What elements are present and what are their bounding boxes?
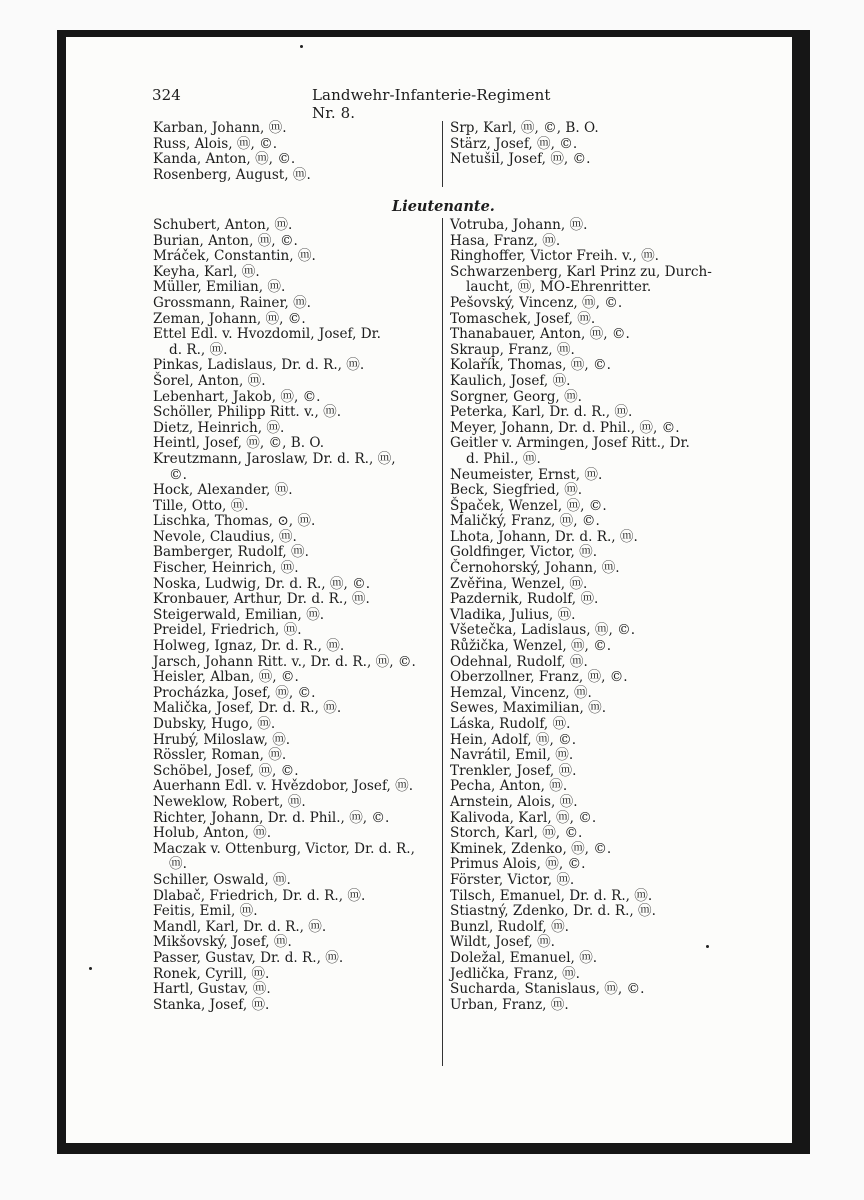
- top-column-divider: [442, 121, 443, 187]
- roster-entry: Thanabauer, Anton, ⓜ, ©.: [450, 326, 630, 343]
- roster-entry: Noska, Ludwig, Dr. d. R., ⓜ, ©.: [153, 575, 371, 592]
- roster-entry: Jarsch, Johann Ritt. v., Dr. d. R., ⓜ, ©.: [153, 653, 416, 670]
- scan-speck: [89, 967, 92, 970]
- roster-entry: Hartl, Gustav, ⓜ.: [153, 981, 271, 998]
- roster-entry: Holub, Anton, ⓜ.: [153, 825, 272, 842]
- roster-entry: Bunzl, Rudolf, ⓜ.: [450, 918, 569, 935]
- roster-entry: Holweg, Ignaz, Dr. d. R., ⓜ.: [153, 638, 345, 655]
- roster-entry: Tilsch, Emanuel, Dr. d. R., ⓜ.: [450, 887, 653, 904]
- roster-entry: Primus Alois, ⓜ, ©.: [450, 856, 586, 873]
- roster-entry: Doležal, Emanuel, ⓜ.: [450, 949, 598, 966]
- roster-entry: Nevole, Claudius, ⓜ.: [153, 528, 297, 545]
- roster-entry: Hemzal, Vincenz, ⓜ.: [450, 684, 592, 701]
- roster-entry: Ronek, Cyrill, ⓜ.: [153, 965, 270, 982]
- roster-entry: Ettel Edl. v. Hvozdomil, Josef, Dr.: [153, 326, 381, 343]
- roster-entry: Hein, Adolf, ⓜ, ©.: [450, 731, 577, 748]
- roster-entry: Stiastný, Zdenko, Dr. d. R., ⓜ.: [450, 903, 656, 920]
- roster-entry: ⓜ.: [169, 856, 187, 873]
- top-list-right: [450, 121, 599, 168]
- roster-entry: Rössler, Roman, ⓜ.: [153, 747, 287, 764]
- roster-entry: Geitler v. Armingen, Josef Ritt., Dr.: [450, 435, 690, 452]
- lieutenants-list-right: [450, 218, 712, 1013]
- roster-entry: Richter, Johann, Dr. d. Phil., ⓜ, ©.: [153, 809, 390, 826]
- roster-entry: Urban, Franz, ⓜ.: [450, 996, 569, 1013]
- roster-entry: Beck, Siegfried, ⓜ.: [450, 482, 583, 499]
- roster-entry: Stanka, Josef, ⓜ.: [153, 996, 270, 1013]
- roster-entry: Schubert, Anton, ⓜ.: [153, 217, 293, 233]
- roster-entry: Heisler, Alban, ⓜ, ©.: [153, 669, 299, 686]
- page-header: [152, 86, 572, 122]
- roster-entry: Votruba, Johann, ⓜ.: [450, 217, 588, 233]
- roster-entry: Oberzollner, Franz, ⓜ, ©.: [450, 669, 628, 686]
- roster-entry: Tille, Otto, ⓜ.: [153, 497, 249, 514]
- roster-entry: Sorgner, Georg, ⓜ.: [450, 388, 582, 405]
- roster-entry: Preidel, Friedrich, ⓜ.: [153, 622, 302, 639]
- roster-entry: Peterka, Karl, Dr. d. R., ⓜ.: [450, 404, 633, 421]
- roster-entry: Ringhoffer, Victor Freih. v., ⓜ.: [450, 248, 659, 265]
- roster-entry: Jedlička, Franz, ⓜ.: [450, 965, 580, 982]
- roster-entry: Keyha, Karl, ⓜ.: [153, 263, 260, 280]
- roster-entry: Storch, Karl, ⓜ, ©.: [450, 825, 583, 842]
- roster-entry: Sewes, Maximilian, ⓜ.: [450, 700, 607, 717]
- roster-entry: Pešovský, Vincenz, ⓜ, ©.: [450, 294, 623, 311]
- roster-entry: Malička, Josef, Dr. d. R., ⓜ.: [153, 700, 342, 717]
- roster-entry: Hasa, Franz, ⓜ.: [450, 232, 561, 249]
- roster-entry: Pinkas, Ladislaus, Dr. d. R., ⓜ.: [153, 357, 365, 374]
- roster-entry: Dietz, Heinrich, ⓜ.: [153, 419, 285, 436]
- roster-entry: Pazdernik, Rudolf, ⓜ.: [450, 591, 599, 608]
- roster-entry: Kreutzmann, Jaroslaw, Dr. d. R., ⓜ,: [153, 450, 396, 467]
- roster-entry: Pecha, Anton, ⓜ.: [450, 778, 568, 795]
- roster-entry: Arnstein, Alois, ⓜ.: [450, 793, 578, 810]
- roster-entry: Mikšovský, Josef, ⓜ.: [153, 934, 292, 951]
- roster-entry: Navrátil, Emil, ⓜ.: [450, 747, 574, 764]
- roster-entry: ©.: [169, 466, 187, 483]
- roster-entry: Skraup, Franz, ⓜ.: [450, 341, 575, 358]
- roster-entry: Mráček, Constantin, ⓜ.: [153, 248, 316, 265]
- roster-entry: Láska, Rudolf, ⓜ.: [450, 716, 571, 732]
- roster-entry: Auerhann Edl. v. Hvězdobor, Josef, ⓜ.: [153, 778, 414, 795]
- roster-entry: Maličký, Franz, ⓜ, ©.: [450, 513, 600, 530]
- roster-entry: Tomaschek, Josef, ⓜ.: [450, 310, 596, 327]
- roster-entry: Kaulich, Josef, ⓜ.: [450, 372, 571, 389]
- roster-entry: Odehnal, Rudolf, ⓜ.: [450, 653, 588, 670]
- roster-entry: Kalivoda, Karl, ⓜ, ©.: [450, 809, 597, 826]
- roster-entry: Bamberger, Rudolf, ⓜ.: [153, 544, 309, 561]
- roster-entry: Wildt, Josef, ⓜ.: [450, 934, 555, 951]
- roster-entry: Müller, Emilian, ⓜ.: [153, 279, 286, 296]
- roster-entry: Trenkler, Josef, ⓜ.: [450, 762, 577, 779]
- roster-entry: Lebenhart, Jakob, ⓜ, ©.: [153, 388, 321, 405]
- scan-speck: [706, 945, 709, 948]
- roster-entry: Kolařík, Thomas, ⓜ, ©.: [450, 357, 611, 374]
- roster-entry: Dlabač, Friedrich, Dr. d. R., ⓜ.: [153, 887, 366, 904]
- roster-entry: Fischer, Heinrich, ⓜ.: [153, 560, 299, 577]
- roster-entry: Feitis, Emil, ⓜ.: [153, 903, 258, 920]
- roster-entry: Šorel, Anton, ⓜ.: [153, 372, 266, 389]
- roster-entry: Maczak v. Ottenburg, Victor, Dr. d. R.,: [153, 840, 415, 857]
- roster-entry: Hrubý, Miloslaw, ⓜ.: [153, 731, 291, 748]
- roster-entry: Kronbauer, Arthur, Dr. d. R., ⓜ.: [153, 591, 370, 608]
- roster-entry: Kminek, Zdenko, ⓜ, ©.: [450, 840, 612, 857]
- roster-entry: Špaček, Wenzel, ⓜ, ©.: [450, 497, 607, 514]
- roster-entry: Rosenberg, August, ⓜ.: [153, 166, 311, 183]
- roster-entry: d. R., ⓜ.: [169, 341, 228, 358]
- lieutenants-column-divider: [442, 218, 443, 1066]
- roster-entry: Stärz, Josef, ⓜ, ©.: [450, 135, 578, 152]
- top-list-left: [153, 121, 311, 183]
- roster-entry: Všetečka, Ladislaus, ⓜ, ©.: [450, 622, 636, 639]
- roster-entry: Mandl, Karl, Dr. d. R., ⓜ.: [153, 918, 327, 935]
- lieutenants-list-left: [153, 218, 416, 1013]
- roster-entry: Srp, Karl, ⓜ, ©, B. O.: [450, 120, 599, 136]
- roster-entry: Schöbel, Josef, ⓜ, ©.: [153, 762, 299, 779]
- roster-entry: Burian, Anton, ⓜ, ©.: [153, 232, 298, 249]
- roster-entry: Passer, Gustav, Dr. d. R., ⓜ.: [153, 949, 344, 966]
- page-number: 324: [152, 86, 181, 104]
- scan-speck: [300, 45, 303, 48]
- roster-entry: Zeman, Johann, ⓜ, ©.: [153, 310, 306, 327]
- roster-entry: Goldfinger, Victor, ⓜ.: [450, 544, 598, 561]
- roster-entry: Schöller, Philipp Ritt. v., ⓜ.: [153, 404, 342, 421]
- roster-entry: Kanda, Anton, ⓜ, ©.: [153, 151, 296, 168]
- roster-entry: Lischka, Thomas, ⊙, ⓜ.: [153, 513, 316, 530]
- roster-entry: Hock, Alexander, ⓜ.: [153, 482, 293, 499]
- roster-entry: Russ, Alois, ⓜ, ©.: [153, 135, 278, 152]
- roster-entry: Schiller, Oswald, ⓜ.: [153, 871, 291, 888]
- section-title-lieutenants: Lieutenante.: [392, 198, 495, 215]
- roster-entry: Heintl, Josef, ⓜ, ©, B. O.: [153, 435, 325, 452]
- roster-entry: Černohorský, Johann, ⓜ.: [450, 560, 620, 577]
- running-title: Landwehr-Infanterie-Regiment Nr. 8.: [312, 86, 551, 122]
- roster-entry: laucht, ⓜ, MO-Ehrenritter.: [466, 279, 652, 296]
- roster-entry: Neumeister, Ernst, ⓜ.: [450, 466, 603, 483]
- roster-entry: Neweklow, Robert, ⓜ.: [153, 793, 306, 810]
- roster-entry: Zvěřina, Wenzel, ⓜ.: [450, 575, 588, 592]
- roster-entry: Dubsky, Hugo, ⓜ.: [153, 716, 276, 732]
- roster-entry: d. Phil., ⓜ.: [466, 450, 541, 467]
- roster-entry: Růžička, Wenzel, ⓜ, ©.: [450, 638, 612, 655]
- roster-entry: Schwarzenberg, Karl Prinz zu, Durch-: [450, 263, 712, 280]
- roster-entry: Lhota, Johann, Dr. d. R., ⓜ.: [450, 528, 638, 545]
- roster-entry: Grossmann, Rainer, ⓜ.: [153, 294, 312, 311]
- roster-entry: Procházka, Josef, ⓜ, ©.: [153, 684, 316, 701]
- roster-entry: Netušil, Josef, ⓜ, ©.: [450, 151, 591, 168]
- roster-entry: Karban, Johann, ⓜ.: [153, 120, 287, 136]
- roster-entry: Förster, Victor, ⓜ.: [450, 871, 575, 888]
- roster-entry: Sucharda, Stanislaus, ⓜ, ©.: [450, 981, 645, 998]
- roster-entry: Meyer, Johann, Dr. d. Phil., ⓜ, ©.: [450, 419, 680, 436]
- roster-entry: Steigerwald, Emilian, ⓜ.: [153, 606, 325, 623]
- roster-entry: Vladika, Julius, ⓜ.: [450, 606, 576, 623]
